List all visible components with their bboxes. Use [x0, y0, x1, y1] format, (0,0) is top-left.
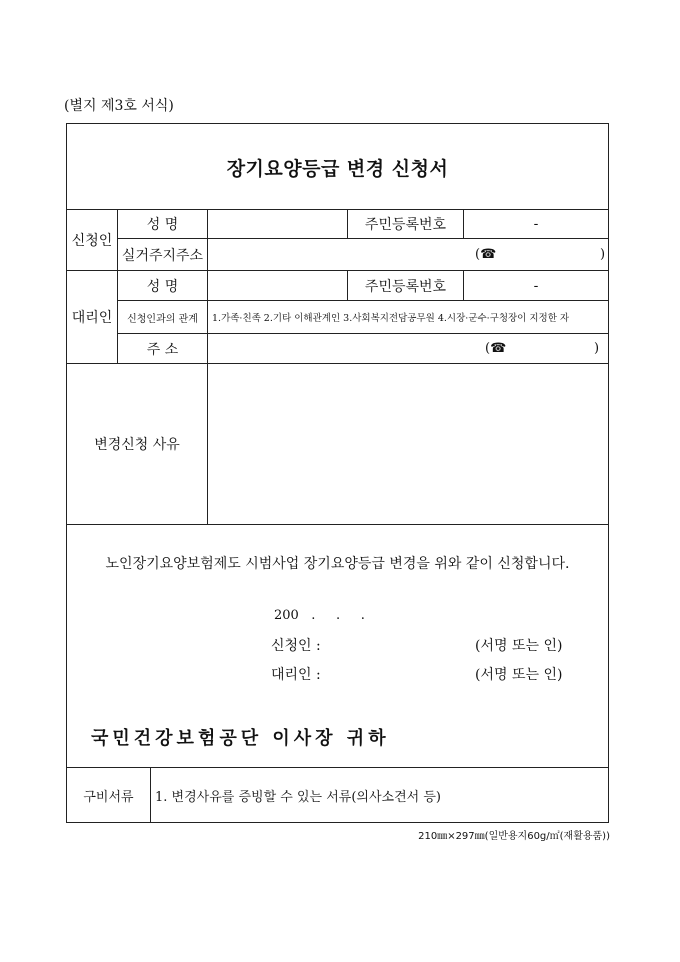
applicant-sign-label: 신청인 : [271, 638, 321, 654]
agent-sign-label: 대리인 : [271, 667, 321, 683]
applicant-name-field[interactable] [208, 209, 348, 239]
agent-phone-open: (☎ [485, 341, 507, 356]
applicant-phone-close: ) [600, 247, 606, 262]
paper-spec-note: 210㎜×297㎜(일반용지60g/㎡(재활용품)) [418, 831, 610, 842]
form-title: 장기요양등급 변경 신청서 [226, 158, 449, 180]
reason-label: 변경신청 사유 [67, 364, 208, 525]
attachments-label: 구비서류 [67, 767, 151, 823]
agent-name-field[interactable] [208, 271, 348, 301]
reason-field[interactable] [208, 364, 608, 525]
agent-name-label: 성 명 [118, 271, 208, 301]
declaration-text: 노인장기요양보험제도 시범사업 장기요양등급 변경을 위와 같이 신청합니다. [105, 556, 570, 572]
agent-relation-options[interactable] [208, 301, 608, 334]
agent-rrn-label: 주민등록번호 [348, 271, 464, 301]
applicant-sign-hint: (서명 또는 인) [475, 638, 563, 654]
agent-relation-options-text: 1.가족·친족 2.기타 이해관계인 3.사회복지전담공무원 4.시장·군수·구청장이 지정한 자 [212, 313, 570, 324]
attachments-item-text: 1. 변경사유를 증빙할 수 있는 서류(의사소견서 등) [155, 790, 441, 805]
applicant-phone-open: (☎ [475, 247, 497, 262]
agent-section-label: 대리인 [67, 271, 118, 364]
agent-address-field[interactable] [208, 334, 608, 364]
applicant-section-label: 신청인 [67, 209, 118, 271]
application-form [66, 123, 609, 823]
applicant-name-label: 성 명 [118, 209, 208, 239]
agent-address-label: 주 소 [118, 334, 208, 364]
attachments-item [151, 767, 608, 823]
agent-phone-close: ) [594, 341, 600, 356]
addressee: 국민건강보험공단 이사장 귀하 [91, 728, 390, 749]
form-reference: (별지 제3호 서식) [64, 98, 174, 114]
applicant-address-field[interactable] [208, 239, 608, 271]
applicant-rrn-field[interactable]: - [464, 209, 608, 239]
agent-rrn-field[interactable]: - [464, 271, 608, 301]
title-row [67, 124, 608, 210]
application-date[interactable]: 200 . . . [274, 608, 365, 623]
agent-relation-label: 신청인과의 관계 [118, 301, 208, 334]
agent-sign-hint: (서명 또는 인) [475, 667, 563, 683]
applicant-address-label: 실거주지주소 [118, 239, 208, 271]
applicant-rrn-label: 주민등록번호 [348, 209, 464, 239]
